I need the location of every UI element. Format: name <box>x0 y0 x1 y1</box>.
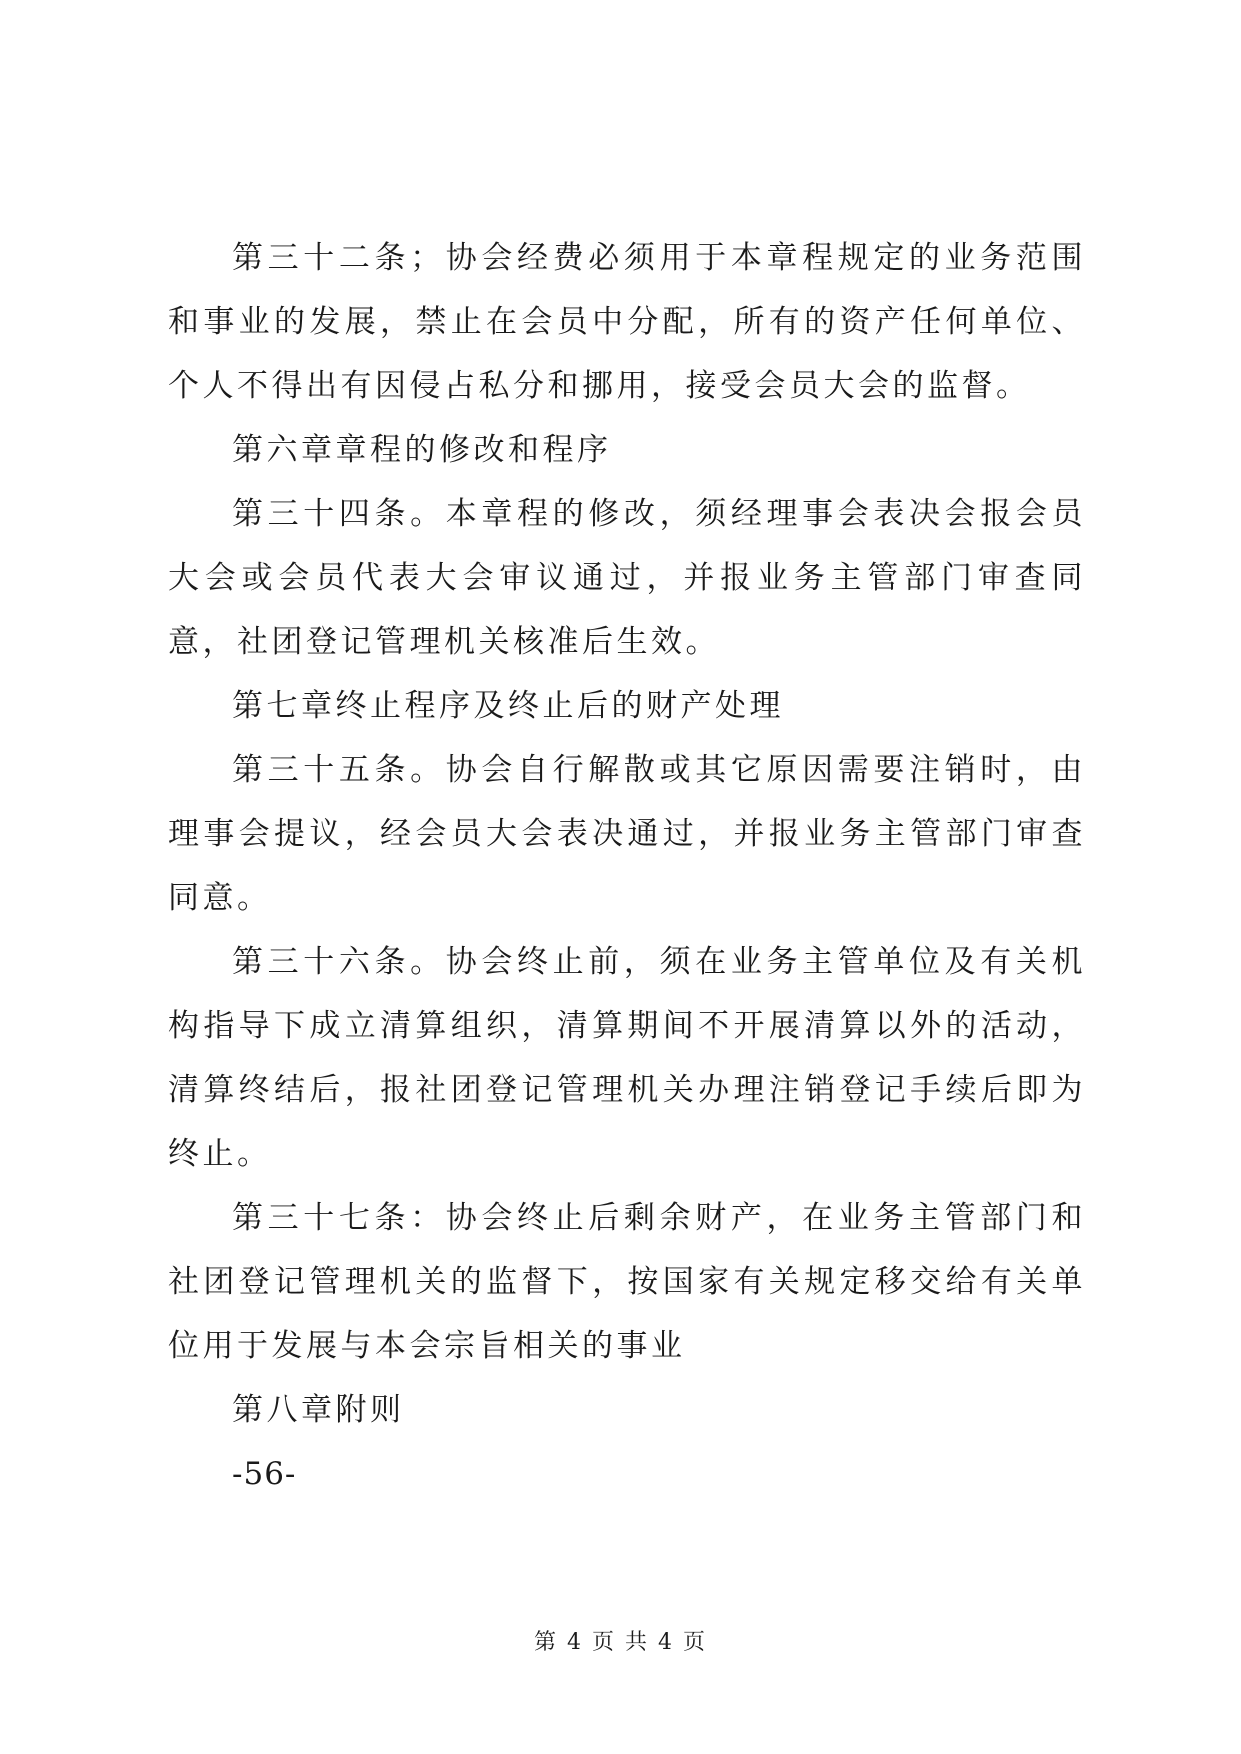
article-37-paragraph: 第三十七条：协会终止后剩余财产，在业务主管部门和社团登记管理机关的监督下，按国家有关规定移交给有关单位用于发展与本会宗旨相关的事业 <box>168 1200 1086 1364</box>
article-34-paragraph: 第三十四条。本章程的修改，须经理事会表决会报会员大会或会员代表大会审议通过，并报业务主管部门审查同意，社团登记管理机关核准后生效。 <box>168 496 1086 660</box>
chapter-6-heading: 第六章章程的修改和程序 <box>232 432 612 468</box>
article-32-paragraph: 第三十二条；协会经费必须用于本章程规定的业务范围和事业的发展，禁止在会员中分配，所有的资产任何单位、个人不得出有因侵占私分和挪用，接受会员大会的监督。 <box>168 240 1086 404</box>
article-36-paragraph: 第三十六条。协会终止前，须在业务主管单位及有关机构指导下成立清算组织，清算期间不开展清算以外的活动，清算终结后，报社团登记管理机关办理注销登记手续后即为终止。 <box>168 944 1086 1172</box>
chapter-8-heading: 第八章附则 <box>232 1392 405 1428</box>
page-footer: 第 4 页 共 4 页 <box>534 1630 707 1655</box>
document-body <box>168 226 1086 1506</box>
chapter-7-heading: 第七章终止程序及终止后的财产处理 <box>232 688 784 724</box>
article-35-paragraph: 第三十五条。协会自行解散或其它原因需要注销时，由理事会提议，经会员大会表决通过，并报业务主管部门审查同意。 <box>168 752 1086 916</box>
inline-page-number: -56- <box>232 1456 297 1492</box>
